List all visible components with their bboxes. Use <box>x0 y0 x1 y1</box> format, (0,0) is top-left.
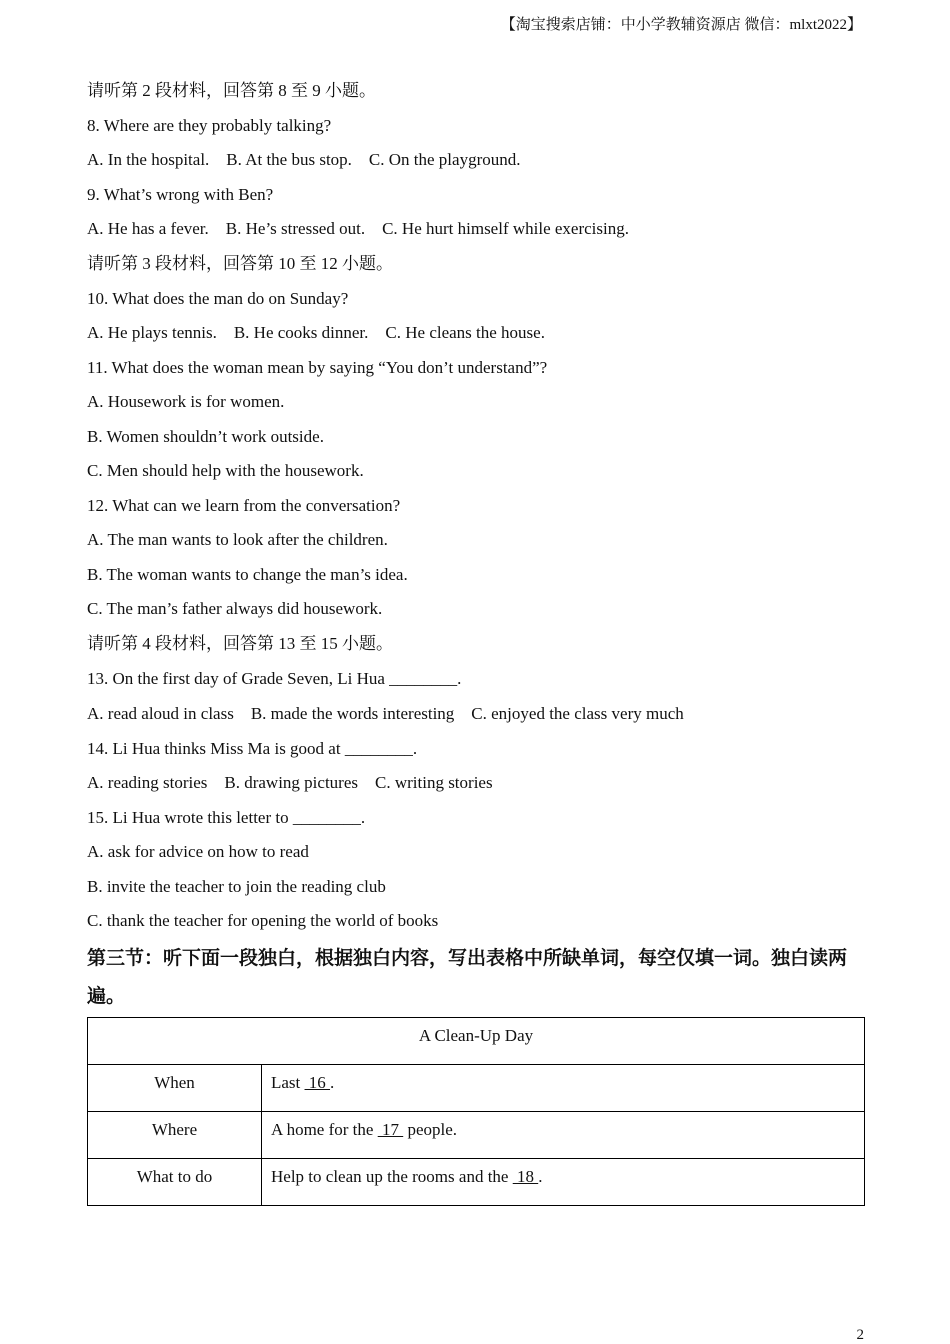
table-row <box>88 1159 865 1206</box>
row-value-what-to-do <box>262 1159 865 1206</box>
instruction-part-2: 请听第 2 段材料，回答第 8 至 9 小题。 <box>87 81 376 100</box>
options-14: A. reading stories B. drawing pictures C. writing stories <box>87 773 493 792</box>
question-15: 15. Li Hua wrote this letter to ________. <box>87 808 366 827</box>
page-number: 2 <box>856 1327 864 1343</box>
option-11a: A. Housework is for women. <box>87 392 285 411</box>
cell-text: A home for the <box>271 1120 378 1139</box>
cell-text: Last <box>271 1073 305 1092</box>
blank-17: 17 <box>377 1120 404 1139</box>
option-12c: C. The man’s father always did housework. <box>87 599 383 618</box>
blank-18: 18 <box>512 1167 539 1186</box>
cell-text: . <box>330 1073 335 1092</box>
table-title-row <box>88 1018 865 1065</box>
table-row <box>88 1065 865 1112</box>
question-10: 10. What does the man do on Sunday? <box>87 289 349 308</box>
section-3-title: 第三节：听下面一段独白，根据独白内容，写出表格中所缺单词，每空仅填一词。独白读两遍。 <box>87 947 848 1007</box>
options-9: A. He has a fever. B. He’s stressed out. C. He hurt himself while exercising. <box>87 219 629 238</box>
question-9: 9. What’s wrong with Ben? <box>87 185 274 204</box>
instruction-part-4: 请听第 4 段材料，回答第 13 至 15 小题。 <box>87 634 393 653</box>
row-label-where: Where <box>88 1112 262 1159</box>
table-row <box>88 1112 865 1159</box>
instruction-part-3: 请听第 3 段材料，回答第 10 至 12 小题。 <box>87 254 393 273</box>
question-11: 11. What does the woman mean by saying “You don’t understand”? <box>87 358 548 377</box>
cell-text: . <box>538 1167 543 1186</box>
option-12a: A. The man wants to look after the children. <box>87 530 388 549</box>
option-15a: A. ask for advice on how to read <box>87 842 309 861</box>
row-label-what-to-do: What to do <box>88 1159 262 1206</box>
option-11b: B. Women shouldn’t work outside. <box>87 427 324 446</box>
question-12: 12. What can we learn from the conversation? <box>87 496 401 515</box>
table-title: A Clean-Up Day <box>88 1018 865 1065</box>
cell-text: people. <box>403 1120 458 1139</box>
question-13: 13. On the first day of Grade Seven, Li Hua ________. <box>87 669 462 688</box>
blank-16: 16 <box>304 1073 331 1092</box>
row-label-when: When <box>88 1065 262 1112</box>
page-header: 【淘宝搜索店铺：中小学教辅资源店 微信：mlxt2022】 <box>500 17 862 33</box>
cleanup-table <box>87 1017 865 1206</box>
option-15c: C. thank the teacher for opening the world of books <box>87 911 439 930</box>
cell-text: Help to clean up the rooms and the <box>271 1167 513 1186</box>
row-value-when <box>262 1065 865 1112</box>
question-8: 8. Where are they probably talking? <box>87 116 332 135</box>
options-10: A. He plays tennis. B. He cooks dinner. C. He cleans the house. <box>87 323 545 342</box>
option-12b: B. The woman wants to change the man’s idea. <box>87 565 408 584</box>
options-8: A. In the hospital. B. At the bus stop. C. On the playground. <box>87 150 521 169</box>
options-13: A. read aloud in class B. made the words interesting C. enjoyed the class very much <box>87 704 684 723</box>
question-14: 14. Li Hua thinks Miss Ma is good at ________. <box>87 739 418 758</box>
row-value-where <box>262 1112 865 1159</box>
option-15b: B. invite the teacher to join the reading club <box>87 877 386 896</box>
option-11c: C. Men should help with the housework. <box>87 461 364 480</box>
